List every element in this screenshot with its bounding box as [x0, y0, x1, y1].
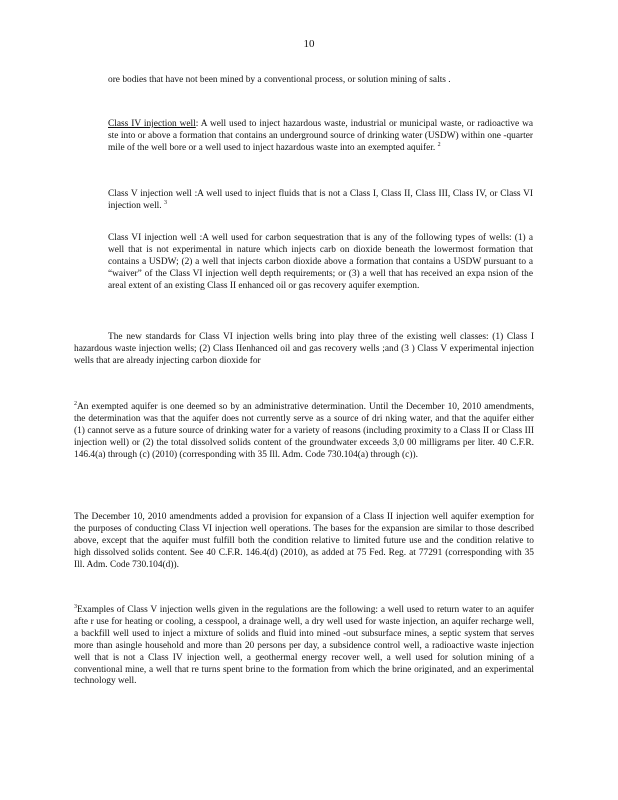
- class-v-definition: [108, 188, 533, 212]
- page-number: 10: [303, 38, 315, 50]
- class-iv-text: : A well used to inject hazardous waste, industrial or municipal waste, or radioactive wa ste into or above a formation that contains an underground source of drinking water (USDW) within one -quarter mile of the well bore or a well used to inject hazardous waste into an exempted aquifer.: [108, 119, 533, 154]
- new-standards-paragraph: The new standards for Class VI injection wells bring into play three of the existing well classes: (1) Class I hazardous waste injection wells; (2) Class IIenhanced oil and gas recovery wells ;and (3 ) Class V experimental injection wells that are already injecting carbon dioxide for: [74, 332, 534, 367]
- footnote-3-mark: 3: [74, 603, 77, 610]
- footnote-2-mark: 2: [74, 400, 77, 407]
- class-iv-definition: [108, 118, 533, 154]
- footnote-ref-3: 3: [163, 199, 167, 206]
- class-iv-term: Class IV injection well: [108, 119, 196, 129]
- footnote-ref-2: 2: [437, 142, 441, 149]
- footnote-3-text: Examples of Class V injection wells given in the regulations are the following: a well used to return water to an aquifer afte r use for heating or cooling, a cesspool, a drainage well, a dry well used for waste injection, an aquifer recharge well, a backfill well used to inject a mixture of solids and fluid into mined -out subsurface mines, a septic system that serves more than asingle household and more than 20 persons per day, a subsidence control well, a radioactive waste injection well that is not a Class IV injection well, a geothermal energy recover well, a well used for solution mining of a conventional mine, a well that re turns spent brine to the formation from which the brine originated, and an experimental technology well.: [74, 605, 534, 687]
- intro-paragraph: ore bodies that have not been mined by a conventional process, or solution mining of salts .: [108, 75, 451, 85]
- class-v-text: Class V injection well :A well used to inject fluids that is not a Class I, Class II, Class III, Class IV, or Class VI injection well.: [108, 189, 533, 212]
- footnote-2: [74, 402, 534, 462]
- class-vi-definition: Class VI injection well :A well used for carbon sequestration that is any of the following types of wells: (1) a well that is not experimental in nature which injects carb on dioxide beneath the lowermost formation that contains a USDW; (2) a well that injects carbon dioxide above a formation that contains a USDW pursuant to a “waiver” of the Class VI injection well depth requirements; or (3) a well that has received an expa nsion of the areal extent of an existing Class II enhanced oil or gas recovery aquifer exemption.: [108, 233, 533, 292]
- footnote-2-continued: The December 10, 2010 amendments added a provision for expansion of a Class II injection well aquifer exemption for the purposes of conducting Class VI injection well operations. The bases for the expansion are similar to those described above, except that the aquifer must fulfill both the condition relative to limited future use and the condition relative to high dissolved solids content. See 40 C.F.R. 146.4(d) (2010), as added at 75 Fed. Reg. at 77291 (corresponding with 35 Ill. Adm. Code 730.104(d)).: [74, 512, 534, 570]
- footnote-3: [74, 605, 534, 688]
- footnote-2-text: An exempted aquifer is one deemed so by an administrative determination. Until the December 10, 2010 amendments, the determination was that the aquifer does not currently serve as a source of dri nking water, and that the aquifer either (1) cannot serve as a future source of drinking water for a variety of reasons (including proximity to a Class II or Class III injection well) or (2) the total dissolved solids content of the groundwater exceeds 3,0 00 milligrams per liter. 40 C.F.R. 146.4(a) through (c) (2010) (corresponding with 35 Ill. Adm. Code 730.104(a) through (c)).: [74, 402, 534, 460]
- footnote-separator: [74, 392, 214, 393]
